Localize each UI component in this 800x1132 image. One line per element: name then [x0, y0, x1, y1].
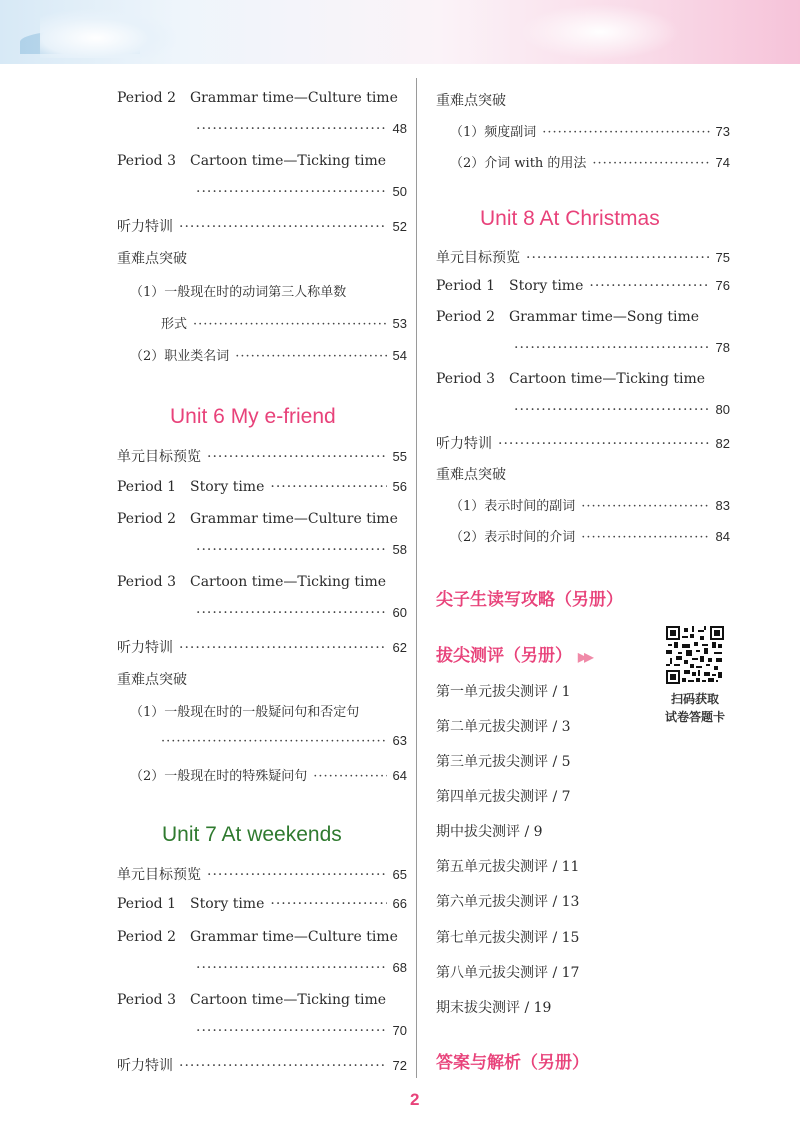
toc-entry-u8-p1[interactable] [436, 278, 730, 294]
reading-writing-heading[interactable]: 尖子生读写攻略（另册） [436, 590, 623, 609]
dot-leader [196, 184, 387, 200]
keypoints-heading: 重难点突破 [436, 93, 506, 109]
toc-entry-u8-p3[interactable] [436, 371, 730, 387]
entry-label: Period 1 [117, 479, 176, 495]
toc-entry-u6-p3[interactable] [117, 574, 407, 590]
toc-entry-u7-p3-page[interactable] [190, 1023, 407, 1039]
entry-title: Grammar time—Song time [509, 309, 700, 325]
page-number: 48 [392, 121, 407, 136]
dot-leader [514, 402, 710, 418]
page-number: 63 [392, 733, 407, 748]
entry-label: Period 1 [117, 896, 176, 912]
entry-label: 听力特训 [436, 436, 492, 452]
page-number-footer: 2 [410, 1090, 420, 1109]
unit6-title: Unit 6 My e-friend [170, 405, 336, 428]
toc-entry-u6-kp1-page[interactable] [161, 733, 407, 749]
page-number: 73 [715, 124, 730, 139]
page-number: 70 [392, 1023, 407, 1038]
dot-leader [196, 605, 387, 621]
entry-title: Cartoon time—Ticking time [190, 992, 387, 1008]
dot-leader [196, 1023, 387, 1039]
answers-heading[interactable]: 答案与解析（另册） [436, 1053, 589, 1072]
entry-title: Grammar time—Culture time [190, 90, 398, 106]
dot-leader [179, 1058, 387, 1074]
toc-entry-u7-p2-page[interactable] [190, 960, 407, 976]
dot-leader [498, 436, 710, 452]
toc-entry-u5-p2[interactable] [117, 90, 407, 106]
entry-title: Cartoon time—Ticking time [190, 574, 387, 590]
page-number: 68 [392, 960, 407, 975]
test-item[interactable]: 第一单元拔尖测评 / 1 [436, 684, 571, 700]
banner-snow-decoration [40, 8, 180, 58]
tests-heading-text: 拔尖测评（另册） [436, 646, 572, 665]
toc-entry-u6-listening[interactable] [117, 637, 407, 657]
page-number: 65 [392, 867, 407, 882]
toc-entry-u5-p3-page[interactable] [190, 184, 407, 200]
qr-code-icon[interactable] [666, 626, 724, 684]
test-item[interactable]: 第五单元拔尖测评 / 11 [436, 859, 580, 875]
tests-heading[interactable] [436, 641, 590, 666]
column-divider [416, 78, 417, 1078]
dot-leader [270, 479, 386, 495]
keypoints-heading: 重难点突破 [436, 467, 506, 483]
page-number: 66 [392, 896, 407, 911]
page-number: 62 [392, 640, 407, 655]
toc-entry-u6-p2[interactable] [117, 511, 407, 527]
dot-leader [196, 542, 387, 558]
entry-label: 听力特训 [117, 640, 173, 656]
dot-leader [589, 278, 709, 294]
entry-label: Period 3 [117, 574, 176, 590]
entry-label: （1）频度副词 [450, 125, 537, 140]
test-item[interactable]: 第六单元拔尖测评 / 13 [436, 894, 580, 910]
page-number: 60 [392, 605, 407, 620]
toc-entry-u5-kp2[interactable] [130, 345, 407, 364]
entry-label: 单元目标预览 [117, 867, 201, 883]
entry-title: Story time [190, 479, 265, 495]
toc-entry-u7-kp2[interactable] [450, 152, 730, 171]
entry-title: Cartoon time—Ticking time [509, 371, 706, 387]
page-number: 54 [392, 348, 407, 363]
page-number: 84 [715, 529, 730, 544]
entry-label: Period 2 [436, 309, 495, 325]
dot-leader [179, 219, 387, 235]
entry-label: 听力特训 [117, 1058, 173, 1074]
toc-entry-u6-preview[interactable] [117, 446, 407, 466]
dot-leader [161, 734, 387, 749]
entry-label: （2）职业类名词 [130, 349, 230, 364]
dot-leader [592, 156, 709, 171]
entry-label: （2）介词 with 的用法 [450, 156, 587, 171]
qr-caption-line1: 扫码获取 [670, 692, 719, 706]
test-item[interactable]: 第二单元拔尖测评 / 3 [436, 719, 571, 735]
toc-entry-u6-p2-page[interactable] [190, 542, 407, 558]
dot-leader [526, 250, 710, 266]
toc-entry-u8-listening[interactable] [436, 433, 730, 453]
test-item[interactable]: 期末拔尖测评 / 19 [436, 1000, 552, 1016]
double-arrow-icon: ▶▶ [578, 650, 591, 664]
unit7-title: Unit 7 At weekends [162, 823, 342, 846]
dot-leader [196, 121, 387, 137]
entry-label: Period 3 [117, 992, 176, 1008]
page-number: 80 [715, 402, 730, 417]
toc-entry-u7-p3[interactable] [117, 992, 407, 1008]
entry-title: Grammar time—Culture time [190, 511, 398, 527]
entry-label: Period 2 [117, 511, 176, 527]
dot-leader [207, 449, 387, 465]
keypoints-heading: 重难点突破 [117, 672, 187, 688]
page-number: 55 [392, 449, 407, 464]
toc-entry-u8-p2[interactable] [436, 309, 730, 325]
entry-title: Story time [509, 278, 584, 294]
unit8-title: Unit 8 At Christmas [480, 207, 660, 230]
toc-entry-u8-kp2[interactable] [450, 526, 730, 545]
page-number: 50 [392, 184, 407, 199]
toc-entry-u7-p2[interactable] [117, 929, 407, 945]
entry-label: 单元目标预览 [117, 449, 201, 465]
banner-glow-decoration [520, 4, 680, 60]
qr-caption-line2: 试卷答题卡 [664, 710, 725, 724]
toc-entry-u7-p1[interactable] [117, 896, 407, 912]
toc-entry-u7-listening[interactable] [117, 1055, 407, 1075]
keypoint-item: （1）一般现在时的动词第三人称单数 [130, 285, 347, 300]
dot-leader [196, 960, 387, 976]
keypoint-item: （1）一般现在时的一般疑问句和否定句 [130, 705, 360, 720]
entry-label: 形式 [161, 317, 188, 332]
test-item[interactable]: 第三单元拔尖测评 / 5 [436, 754, 571, 770]
entry-label: 单元目标预览 [436, 250, 520, 266]
toc-entry-u5-p3[interactable] [117, 153, 407, 169]
toc-entry-u5-p2-page[interactable] [190, 121, 407, 137]
toc-entry-u6-p1[interactable] [117, 479, 407, 495]
page-number: 58 [392, 542, 407, 557]
entry-label: Period 1 [436, 278, 495, 294]
test-item[interactable]: 期中拔尖测评 / 9 [436, 824, 543, 840]
entry-label: （2）表示时间的介词 [450, 530, 576, 545]
entry-label: （1）表示时间的副词 [450, 499, 576, 514]
page-number: 56 [392, 479, 407, 494]
entry-label: Period 2 [117, 929, 176, 945]
toc-entry-u7-kp1[interactable] [450, 121, 730, 140]
test-item[interactable]: 第七单元拔尖测评 / 15 [436, 930, 580, 946]
dot-leader [179, 640, 387, 656]
toc-entry-u7-preview[interactable] [117, 864, 407, 884]
qr-caption [656, 690, 734, 726]
entry-title: Story time [190, 896, 265, 912]
toc-entry-u5-kp1[interactable] [161, 313, 407, 332]
page-number: 76 [715, 278, 730, 293]
entry-label: Period 3 [436, 371, 495, 387]
toc-entry-u5-listening[interactable] [117, 216, 407, 236]
entry-label: Period 2 [117, 90, 176, 106]
dot-leader [193, 317, 387, 332]
dot-leader [207, 867, 387, 883]
dot-leader [581, 530, 709, 545]
dot-leader [235, 349, 386, 364]
dot-leader [313, 769, 386, 784]
page-number: 52 [392, 219, 407, 234]
header-banner [0, 0, 800, 64]
page-number: 78 [715, 340, 730, 355]
dot-leader [514, 340, 710, 356]
dot-leader [542, 125, 709, 140]
toc-entry-u6-p3-page[interactable] [190, 605, 407, 621]
entry-label: Period 3 [117, 153, 176, 169]
dot-leader [581, 499, 709, 514]
entry-label: 听力特训 [117, 219, 173, 235]
toc-entry-u8-p3-page[interactable] [508, 402, 730, 418]
page-number: 75 [715, 250, 730, 265]
page-number: 72 [392, 1058, 407, 1073]
page-number: 74 [715, 155, 730, 170]
page-number: 82 [715, 436, 730, 451]
toc-entry-u8-p2-page[interactable] [508, 340, 730, 356]
page-number: 83 [715, 498, 730, 513]
toc-entry-u6-kp2[interactable] [130, 765, 407, 784]
entry-title: Grammar time—Culture time [190, 929, 398, 945]
page-number: 64 [392, 768, 407, 783]
page-number: 53 [392, 316, 407, 331]
keypoints-heading: 重难点突破 [117, 251, 187, 267]
test-item[interactable]: 第四单元拔尖测评 / 7 [436, 789, 571, 805]
toc-entry-u8-kp1[interactable] [450, 495, 730, 514]
entry-title: Cartoon time—Ticking time [190, 153, 387, 169]
dot-leader [270, 896, 386, 912]
entry-label: （2）一般现在时的特殊疑问句 [130, 769, 308, 784]
toc-entry-u8-preview[interactable] [436, 247, 730, 267]
test-item[interactable]: 第八单元拔尖测评 / 17 [436, 965, 580, 981]
